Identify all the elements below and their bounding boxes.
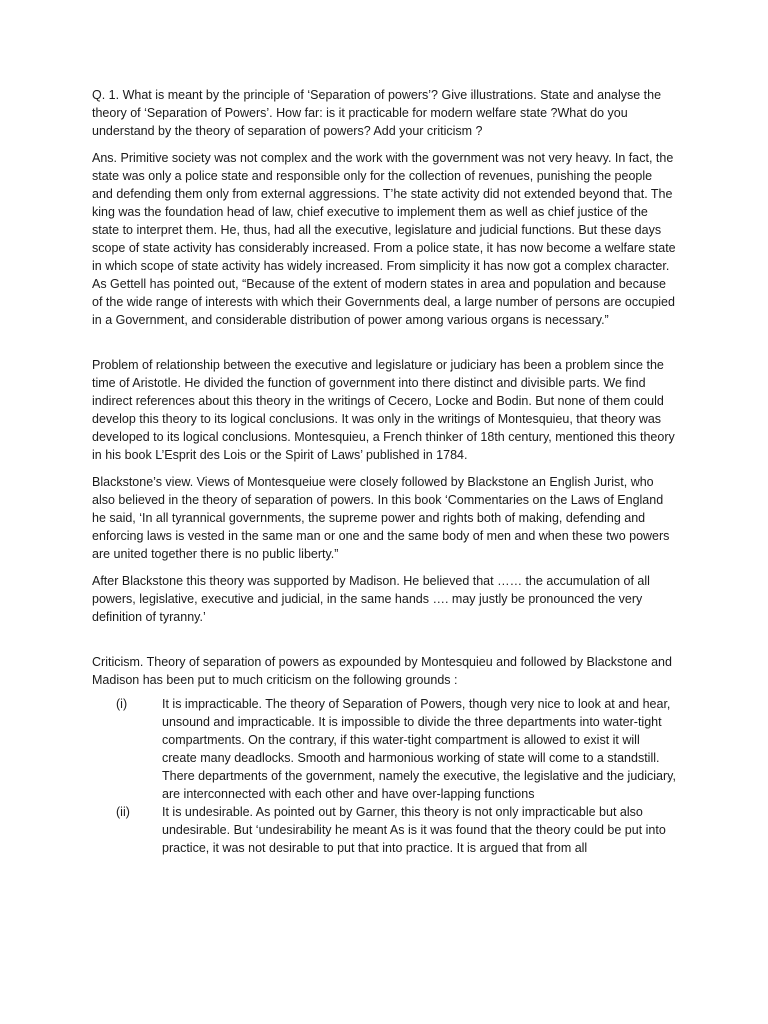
blackstone-paragraph: Blackstone’s view. Views of Montesqueiue were closely followed by Blackstone an English Jurist, who also believed in the theory of separation of powers. In this book ‘Commentaries on the Laws of England he said, ‘In all tyrannical governments, the supreme power and rights both of making, defending and enforcing laws is vested in the same man or one and the same body of men and when these two powers are united together there is no public liberty.” [92,475,670,561]
list-item [92,803,676,857]
question-paragraph: Q. 1. What is meant by the principle of ‘Separation of powers’? Give illustrations. State and analyse the theory of ‘Separation of Powers’. How far: is it practicable for modern welfare state ?What do you understand by the theory of separation of powers? Add your criticism ? [92,88,662,138]
madison-paragraph: After Blackstone this theory was supported by Madison. He believed that …… the accumulation of all powers, legislative, executive and judicial, in the same hands …. may justly be pronounced the very definition of tyranny.’ [92,574,650,624]
document-page [92,86,676,857]
criticism-list [92,695,676,857]
history-paragraph: Problem of relationship between the executive and legislature or judiciary has been a problem since the time of Aristotle. He divided the function of government into there distinct and divisible parts. We find indirect references about this theory in the writings of Cecero, Locke and Bodin. But none of them could develop this theory to its logical conclusions. It was only in the writings of Montesquieu, that theory was developed to its logical conclusions. Montesquieu, a French thinker of 18th century, mentioned this theory in his book L’Esprit des Lois or the Spirit of Laws’ published in 1784. [92,358,675,462]
list-item [92,695,676,803]
list-marker: (i) [116,697,128,711]
list-item-text: It is undesirable. As pointed out by Garner, this theory is not only impracticable but also undesirable. But ‘undesirability he meant As is it was found that the theory could be put into practice, it was not desirable to put that into practice. It is argued that from all [162,805,666,855]
list-marker: (ii) [116,805,130,819]
list-item-text: It is impracticable. The theory of Separation of Powers, though very nice to look at and hear, unsound and impracticable. It is impossible to divide the three departments into water-tight compartments. On the contrary, if this water-tight compartment is allowed to exist it will create many deadlocks. Smooth and harmonious working of state will come to a standstill. There departments of the government, namely the executive, the legislative and the judiciary, are interconnected with each other and have over-lapping functions [162,697,676,801]
answer-paragraph: Ans. Primitive society was not complex and the work with the government was not very heavy. In fact, the state was only a police state and responsible only for the collection of revenues, punishing the people and defending them only from external aggressions. T’he state activity did not extended beyond that. The king was the foundation head of law, chief executive to implement them as well as chief justice of the state to interpret them. He, thus, had all the executive, legislature and judicial functions. But these days scope of state activity has considerably increased. From a police state, it has now become a welfare state in which scope of state activity has widely increased. From simplicity it has now got a complex character. As Gettell has pointed out, “Because of the extent of modern states in area and population and because of the wide range of interests with which their Governments deal, a large number of persons are occupied in a Government, and considerable distribution of power among various organs is necessary.” [92,151,676,327]
criticism-intro-paragraph: Criticism. Theory of separation of powers as expounded by Montesquieu and followed by Blackstone and Madison has been put to much criticism on the following grounds : [92,655,672,687]
